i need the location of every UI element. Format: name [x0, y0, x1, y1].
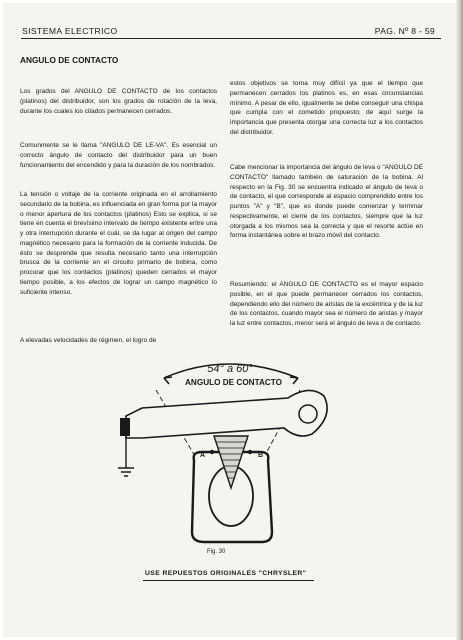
figure-caption: Fig. 30 — [207, 549, 226, 555]
arrow-right — [290, 377, 298, 384]
contact-point — [120, 418, 130, 436]
paragraph: A elevadas velocidades de régimen, el logro de — [20, 337, 157, 344]
footer-note: USE REPUESTOS ORIGINALES "CHRYSLER" — [145, 570, 307, 577]
section-header: SISTEMA ELECTRICO — [22, 26, 118, 36]
point-b-dot — [248, 450, 252, 454]
contact-arm — [126, 390, 327, 438]
paragraph: estos objetivos se torna muy difícil ya que el tiempo que permanecen cerrados los platinos es, en esas circunstancias mínimo. A pesar de ello, igualmente se debe conseguir una chispa que cumpla con el cometido propuesto; de aquí surge la importancia que presenta otorgar una correcta luz a los contactos del distribuidor. — [230, 80, 423, 136]
page-number: PAG. Nº 8 - 59 — [374, 26, 435, 36]
contact-angle-diagram — [112, 356, 344, 548]
footer-rule — [143, 580, 314, 581]
pivot-circle — [299, 405, 317, 423]
page-edge-shadow — [456, 0, 463, 640]
paragraph: Comunmente se le llama "ANGULO DE LE-VA". Es esencial un correcto ángulo de contacto del distribuidor para un buen funcionamiento del encendido y para la duración de los nombrados. — [20, 142, 217, 169]
point-b-label: B — [258, 452, 264, 459]
angle-label: ANGULO DE CONTACTO — [185, 378, 283, 387]
arrow-left — [164, 377, 172, 384]
header-rule — [21, 38, 441, 39]
ground-wire — [118, 436, 134, 476]
paragraph: Los grados del ANGULO DE CONTACTO de los contactos (platinos) del distribuidor, son los grados de rotación de la leva, durante los cuales los citados permanecen cerrados. — [20, 88, 217, 115]
angle-text: 54° a 60° — [207, 363, 253, 375]
paragraph: Cabe mencionar la importancia del ángulo de leva o "ANGULO DE CONTACTO" llamado también de saturación de la bobina. Al respecto en la Fig. 30 se encuentra indicado el ángulo de leva o de contacto, el que corresponde al espacio comprendido entre los puntos "A" y "B", que es donde puede comenzar y terminar respectivamente, el cierre de los contactos, siempre que la luz otorgada a los mismos sea la correcta y que el resorte actúe en forma instantánea sobre el brazo móvil del contacto. — [230, 164, 423, 240]
page-title: ANGULO DE CONTACTO — [20, 55, 119, 65]
point-a-label: A — [200, 452, 206, 459]
point-a-dot — [210, 450, 214, 454]
paragraph: Resumiendo: el ANGULO DE CONTACTO es el mayor espacio posible, en el que puede permanecer cerrados los contactos, dependiendo ello del número de aristas de la excéntrica y de la luz de los contactos, cuando mayor sea el número de aristas y mayor la luz entre contactos, menor será el ángulo de leva o de contacto. — [230, 281, 423, 327]
paragraph: La tensión o voltaje de la corriente originada en el arrollamiento secundario de la bobina, es influenciada en gran forma por la mayor o menor apertura de los contactos (platinos) Esto se explica, si se tiene en cuenta el brevísimo intervalo de tiempo existente entre una y otra interrupción durante el cuál, se da lugar al origen del campo magnético necesario para la formación de la corriente inducida. De ésto se desprende que resulta necesario tanto una interrupción brusca de la corriente en el circuito primario de bobina, como procurar que los contactos (platinos) queden cerrados el mayor tiempo posible, a los efectos de lograr un campo magnético lo suficiente intenso. — [20, 191, 217, 296]
